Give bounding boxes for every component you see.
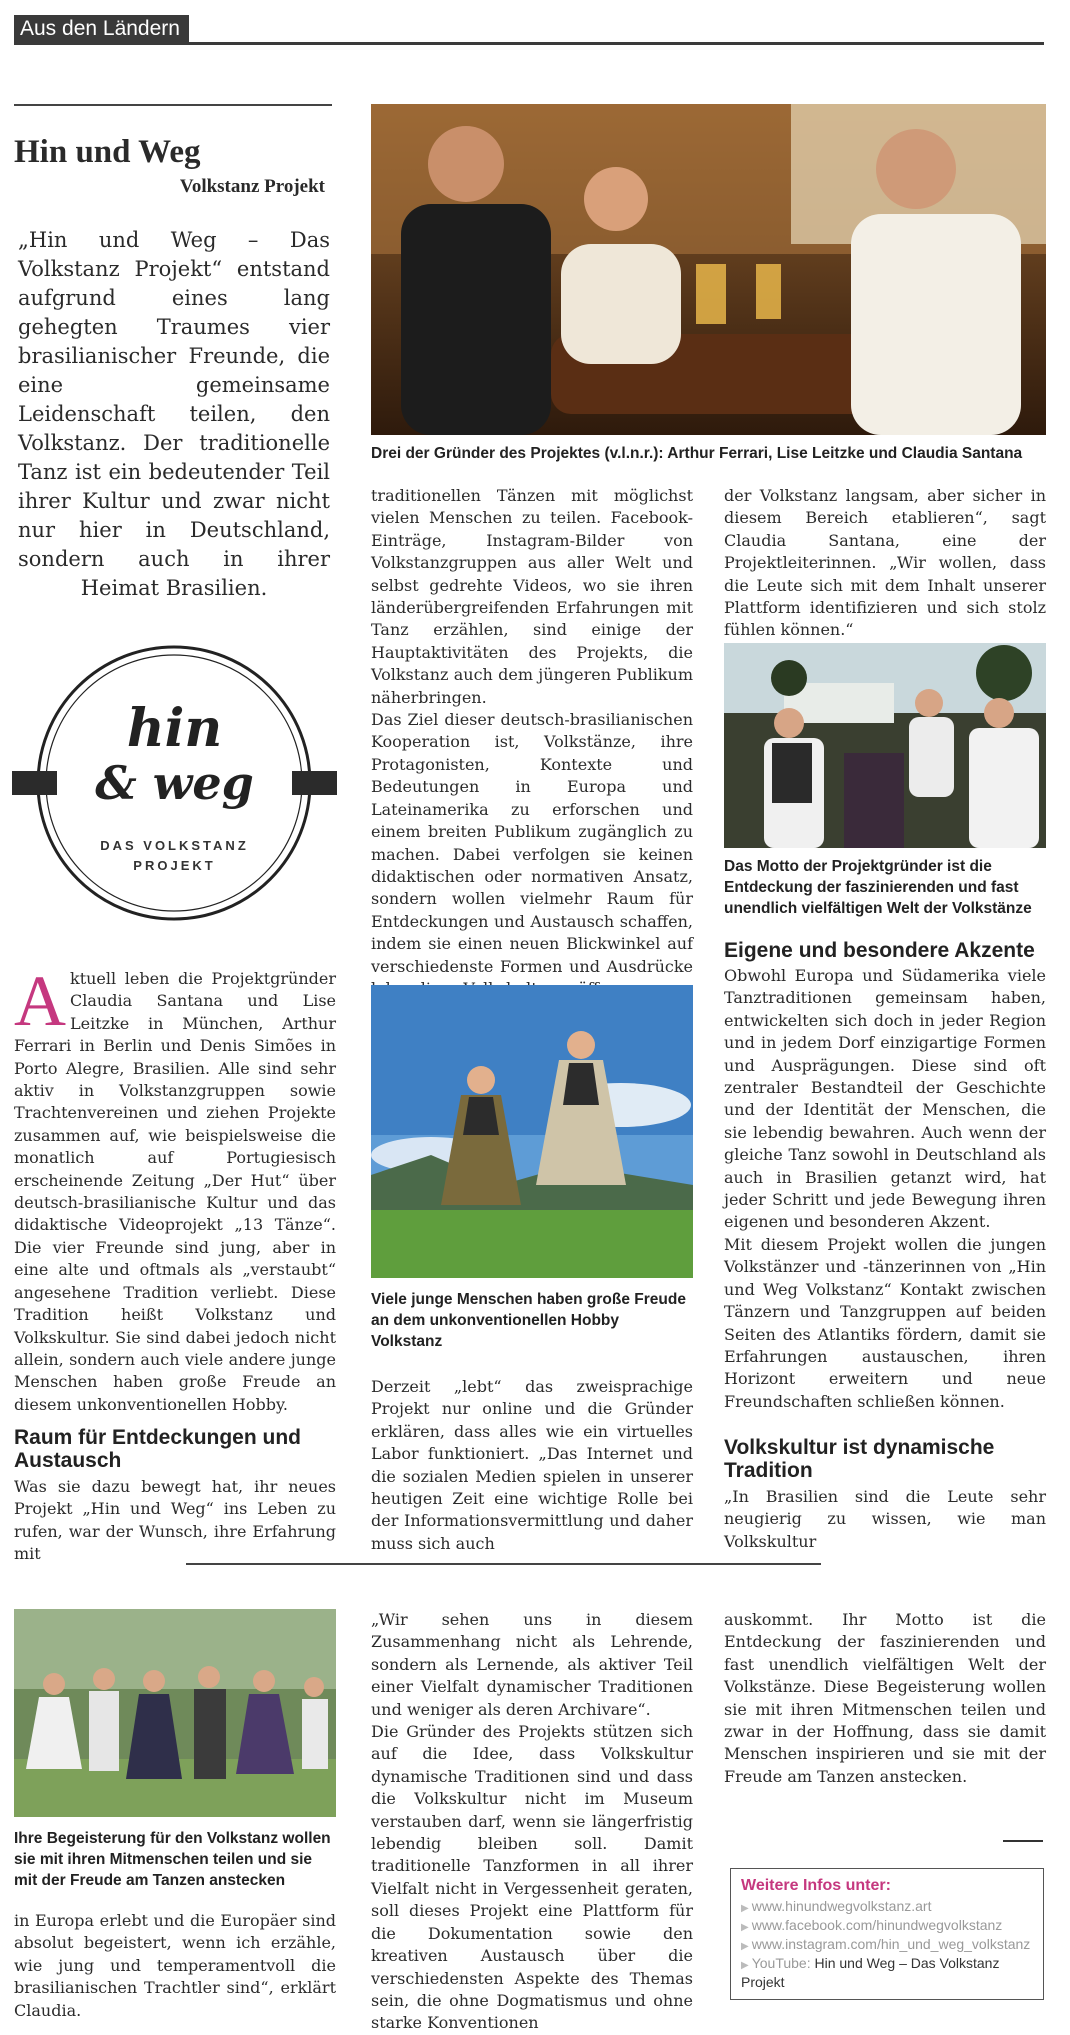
caption-photo3: Viele junge Menschen haben große Freude an dem unkonventionellen Hobby Volkstanz <box>371 1291 686 1350</box>
drop-cap: A <box>14 961 66 1041</box>
col3-paragraph-3: Mit diesem Projekt wollen die jungen Volkstänzer und -tänzerinnen von „Hin und Weg Volkstanz“ Kontakt zwischen Tänzern und Tanzgruppen auf beiden Seiten des Atlantiks fördern, damit sie Erfahrungen austauschen, ihren Horizont erweitern und neue Freundschaften schließen können. <box>724 1234 1046 1411</box>
photo-dance-group <box>724 643 1046 848</box>
bottom-col2-paragraph-2: Die Gründer des Projekts stützen sich auf die Idee, dass Volkskultur dynamische Traditionen sind und dass die Volkskultur nicht im Museum verstauben darf, wenn sie längerfristig lebendig bleiben soll. Damit traditionelle Tanzformen in all ihrer Vielfalt nicht in Vergessenheit geraten, soll dieses Projekt eine Plattform für die Dokumentation sowie den kreativen Austausch über die verschiedensten Aspekte des Themas sein, die ohne Dogmatismus und ohne starke Konventionen <box>371 1722 693 2033</box>
photo-jumping-dancers <box>371 985 693 1278</box>
triangle-bullet-icon: ▶ <box>741 1903 749 1914</box>
col1-heading: Raum für Entdeckungen und Austausch <box>14 1426 302 1472</box>
info-link-website[interactable]: ▶ www.hinundwegvolkstanz.art <box>741 1898 932 1914</box>
triangle-bullet-icon: ▶ <box>741 1960 749 1971</box>
col2-paragraph-3: Derzeit „lebt“ das zweisprachige Projekt nur online und die Gründer erklären, dass alles wie ein virtuelles Labor funktioniert. „Das Internet und die sozialen Medien spielen in unserer heutigen Zeit eine wichtige Rolle bei der Informationsvermittlung und daher muss sich auch <box>371 1377 693 1553</box>
photo-three-founders <box>371 104 1046 435</box>
end-mark <box>1003 1840 1043 1842</box>
photo-group-dance <box>14 1609 336 1817</box>
col3-paragraph-1: der Volkstanz langsam, aber sicher in diesem Bereich etablieren“, sagt Claudia Santana, eine der Projektleiterinnen. „Wir wollen, dass die Leute sich mit dem Inhalt unserer Plattform identifizieren und sich stolz fühlen können.“ <box>724 486 1046 640</box>
logo-word-weg: & weg <box>95 756 254 810</box>
col1-paragraph-1: ktuell leben die Projektgründer Claudia Santana und Lise Leitzke in München, Arthur Ferrari in Berlin und Denis Simões in Porto Alegre, Brasilien. Alle sind sehr aktiv in Volkstanzgruppen sowie Trachtenvereinen und ziehen Projekte zusammen auf, wie beispielsweise die monatlich auf Portugiesisch erscheinende Zeitung „Der Hut“ über deutsch-brasilianische Kultur und das didaktische Videoprojekt „13 Tänze“. Die vier Freunde sind jung, aber in eine alte und oftmals als „verstaubt“ angesehene Tradition verliebt. Diese Tradition heißt Volkstanz und Volkskultur. Sie sind dabei jedoch nicht allein, sondern auch viele andere junge Menschen haben große Freude an diesem unkonventionellen Hobby. <box>14 969 336 1414</box>
col3-heading-1: Eigene und besondere Akzente <box>724 939 1035 962</box>
title-rule <box>14 104 332 106</box>
col2-block-1 <box>371 485 693 1000</box>
caption-photo1: Drei der Gründer des Projektes (v.l.n.r.): Arthur Ferrari, Lise Leitzke und Claudia Santana <box>371 445 1023 462</box>
article-title: Hin und Weg <box>14 134 201 170</box>
logo-word-hin: hin <box>126 698 223 759</box>
col3-paragraph-2: Obwohl Europa und Südamerika viele Tanztraditionen gemeinsam haben, entwickelten sich doch in jeder Region und in jedem Dorf einzigartige Formen und Ausprägungen. Diese sind oft zentraler Bestandteil der Geschichte und der Identität der Menschen, die sie lebendig bewahren. Auch wenn der gleiche Tanz sowohl in Deutschland als auch in Brasilien getanzt wird, hat jeder Schritt und jede Bewegung ihren eigenen und besonderen Akzent. <box>724 966 1046 1232</box>
logo-tagline-2: PROJEKT <box>133 858 216 873</box>
col3-paragraph-4: „In Brasilien sind die Leute sehr neugierig zu wissen, wie man Volkskultur <box>724 1487 1046 1551</box>
bottom-col2-paragraph-1: „Wir sehen uns in diesem Zusammenhang nicht als Lehrende, sondern als Lernende, als aktiver Teil einer Vielfalt dynamischer Traditionen und weniger als deren Archivare“. <box>371 1610 693 1719</box>
intro-text: „Hin und Weg – Das Volkstanz Projekt“ entstand aufgrund eines lang gehegten Traumes vier brasilianischer Freunde, die eine gemeinsame Leidenschaft teilen, den Volkstanz. Der traditionelle Tanz ist ein bedeutender Teil ihrer Kultur und zwar nicht nur hier in Deutschland, sondern auch in ihrer Heimat Brasilien. <box>18 228 330 600</box>
col2-paragraph-1: traditionellen Tänzen mit möglichst vielen Menschen zu teilen. Facebook-Einträge, Instagram-Bilder von Volkstanzgruppen aus aller Welt und selbst gedrehte Videos, wo sie ihren länderübergreifenden Erfahrungen mit Tanz erzählen, sind einige der Hauptaktivitäten des Projekts, die Volkstanz auch dem jüngeren Publikum näherbringen. <box>371 486 693 707</box>
bottom-col1-text: in Europa erlebt und die Europäer sind absolut begeistert, wenn ich erzähle, wie jung und temperamentvoll die brasilianischen Trachtler sind“, erklärt Claudia. <box>14 1911 336 2020</box>
triangle-bullet-icon: ▶ <box>741 1922 749 1933</box>
col3-heading-2: Volkskultur ist dynamische Tradition <box>724 1436 995 1482</box>
section-label: Aus den Ländern <box>14 15 189 44</box>
info-title: Weitere Infos unter: <box>741 1877 891 1894</box>
hin-und-weg-logo <box>12 638 337 928</box>
article-subtitle: Volkstanz Projekt <box>179 176 325 197</box>
col2-paragraph-2: Das Ziel dieser deutsch-brasilianischen Kooperation ist, Volkstänze, ihre Protagonisten, Kontexte und Bedeutungen in Europa und Lateinamerika zu erforschen und einem breiten Publikum zugänglich zu machen. Dabei verfolgen sie keinen didaktischen oder normativen Ansatz, sondern wollen vielmehr Raum für Entdeckungen und Austausch schaffen, indem sie einen neuen Blickwinkel auf verschiedenste Formen und Ausdrücke <box>371 710 693 976</box>
header-rule <box>14 42 1044 45</box>
triangle-bullet-icon: ▶ <box>741 1941 749 1952</box>
logo-tagline-1: DAS VOLKSTANZ <box>100 838 249 853</box>
info-link-youtube[interactable]: ▶ YouTube: Hin und Weg – Das Volkstanz Projekt <box>741 1955 1000 1990</box>
info-box <box>730 1868 1044 2000</box>
col1-paragraph-2: Was sie dazu bewegt hat, ihr neues Projekt „Hin und Weg“ ins Leben zu rufen, war der Wunsch, ihre Erfahrung mit <box>14 1477 336 1564</box>
caption-photo4: Ihre Begeisterung für den Volkstanz wollen sie mit ihren Mitmenschen teilen und sie mit der Freude am Tanzen anstecken <box>14 1830 331 1889</box>
bottom-divider <box>186 1563 821 1565</box>
col1-text <box>14 961 336 1416</box>
bottom-col3-text: auskommt. Ihr Motto ist die Entdeckung der faszinierenden und fast unendlich vielfältigen Welt der Volkstänze. Diese Begeisterung wollen sie mit ihren Mitmenschen teilen und zwar in der Hoffnung, dass sie damit Menschen inspirieren und sie mit der Freude am Tanzen anstecken. <box>724 1610 1046 1786</box>
col3-block-2 <box>724 965 1046 1413</box>
info-link-facebook[interactable]: ▶ www.facebook.com/hinundwegvolkstanz <box>741 1917 1003 1933</box>
info-link-instagram[interactable]: ▶ www.instagram.com/hin_und_weg_volkstanz <box>741 1936 1031 1952</box>
caption-photo2: Das Motto der Projektgründer ist die Entdeckung der faszinierenden und fast unendlich vielfältigen Welt der Volkstänze <box>724 858 1032 917</box>
bottom-col2-text <box>371 1609 693 2035</box>
